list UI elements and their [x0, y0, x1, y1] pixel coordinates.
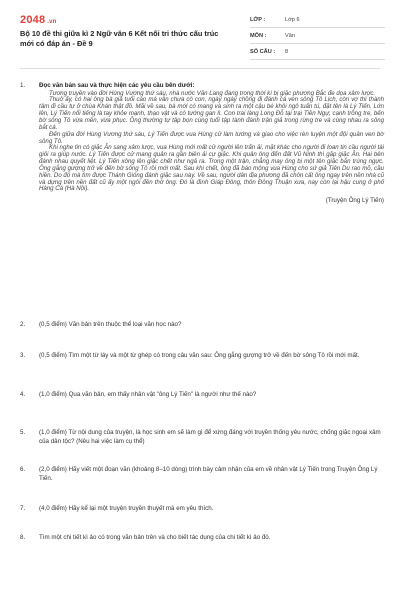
question-text: (1,0 điểm) Qua văn bản, em thấy nhân vật "ông Lý Tiến" là người như thế nào?: [39, 391, 257, 398]
question-text: Tìm một chi tiết kì ảo có trong văn bản trên và cho biết tác dụng của chi tiết kì ảo đó.: [39, 534, 271, 541]
passage-source: (Truyện Ông Lý Tiến): [325, 197, 384, 205]
header-divider: [20, 68, 380, 69]
question-text: (0,5 điểm) Văn bản trên thuộc thể loại văn học nào?: [39, 321, 182, 328]
question-heading: Đọc văn bản sau và thực hiện các yêu cầu bên dưới:: [39, 82, 195, 89]
meta-question-count: [250, 44, 385, 60]
meta-subject: [250, 28, 385, 44]
question-number: 6.: [20, 466, 26, 473]
meta-value: Lớp 6: [285, 16, 300, 23]
passage-paragraph: Thuở ấy, có hai ông bà già tuổi cao mà vẫn chưa có con, ngày ngày chồng đi đánh cá ven sông Tô Lịch, còn vợ thì thành tâm đi cầu tự ở chùa Khán thật đồ. Mãi về sau, bà mới có mang và sinh ra một cậu bé khôi ngô tuấn tú, đặt tên là Lý Tiến. Lớn lên, Lý Tiến nổi tiếng là tay khỏe mạnh, thạo vật và có tướng gan lì. Con trai làng Long Đỗ tại trại Tiền Ngự, cạnh trồng tre, bến bờ sông Tô vừa mền, vừa phục. Ông thường tự tập bọn cùng tuổi tập tành đánh trận giả trong rừng tre và cùng nhau ra sông bắt cá.: [39, 96, 384, 131]
question-text: (2,0 điểm) Hãy viết một đoạn văn (khoảng 8–10 dòng) trình bày cảm nhận của em về nhân vật Lý Tiến trong Truyện Ông Lý Tiến.: [39, 466, 378, 482]
meta-label: MÔN :: [250, 32, 267, 39]
passage-paragraph: Khi nghe tin có giặc Ân sang xâm lược, vua Hùng mới mất cử người lên trấn ải, mặt khác cho người đi loan tin cầu người tài giỏi ra giúp nước. Lý Tiến được cử mang quân ra gần biên ải cự giặc. Khi quân ông đến đất Vũ Ninh thì gặp giặc Ân. Hai bên đánh nhau quyết liệt. Lý Tiến xông lên giặc chết như ngả ra. Trong một trận, chẳng may ông bị một tên giặc bắn trúng ngực. Ông gắng gượng trở về đến bờ sông Tô rồi mới mất. Sau khi chết, ông đã báo mộng vua Hùng cho sứ giả Tiên Du rao mõ, cầu hiền. Do đó mà tìm được Thánh Gióng đánh giặc sau này. Về sau, người dân địa phương đã chôn cất ông ngay trên nền nhà cũ và dựng trên nền đất cũ ấy một ngôi đền thờ ông. Đó là đình Giáp Đông, thôn Đông Thuận xưa, nay còn lại hậu cung ở phố Hàng Cá (Hà Nội).: [39, 144, 384, 193]
question-text: (0,5 điểm) Tìm một từ láy và một từ ghép có trong câu văn sau: Ông gắng gượng trở về đến bờ sông Tô rồi mới mất.: [39, 352, 360, 359]
reading-passage: [39, 91, 384, 194]
question-text: (1,0 điểm) Từ nội dung của truyện, là học sinh em sẽ làm gì để xứng đáng với truyền thống yêu nước, chống giặc ngoại xâm của dân tộc? (Nêu hai việc làm cụ thể): [39, 429, 381, 445]
question-number: 5.: [20, 429, 26, 436]
meta-value: 8: [285, 48, 289, 55]
exam-title: Bộ 10 đề thi giữa kì 2 Ngữ văn 6 Kết nối tri thức cấu trúc mới có đáp án - Đề 9: [20, 29, 219, 48]
exam-meta: [250, 12, 385, 60]
question-number: 3.: [20, 352, 26, 359]
meta-grade: [250, 12, 385, 28]
question-number: 1.: [20, 82, 26, 89]
meta-label: SỐ CÂU :: [250, 48, 276, 55]
question-body: [39, 82, 384, 206]
passage-paragraph: Đến giữa đời Hùng Vương thứ sáu, Lý Tiến được vua Hùng cử làm tướng và giao cho việc rèn luyện một đội quân ven bờ sông Tô.: [39, 130, 384, 145]
question-number: 2.: [20, 321, 26, 328]
question-number: 4.: [20, 391, 26, 398]
passage-paragraph: Tương truyền vào đời Hùng Vương thứ sáu, nhà nước Văn Lang đang trong thời kì bị giặc phương Bắc đe dọa xâm lược.: [49, 89, 376, 97]
meta-label: LỚP :: [250, 16, 266, 23]
meta-value: Văn: [285, 32, 295, 39]
question-number: 8.: [20, 534, 26, 541]
question-text: (4,0 điểm) Hãy kể lại một truyện truyền thuyết mà em yêu thích.: [39, 505, 214, 512]
site-logo[interactable]: 2048 .vn: [20, 14, 57, 26]
header: [0, 0, 400, 66]
question-number: 7.: [20, 505, 26, 512]
